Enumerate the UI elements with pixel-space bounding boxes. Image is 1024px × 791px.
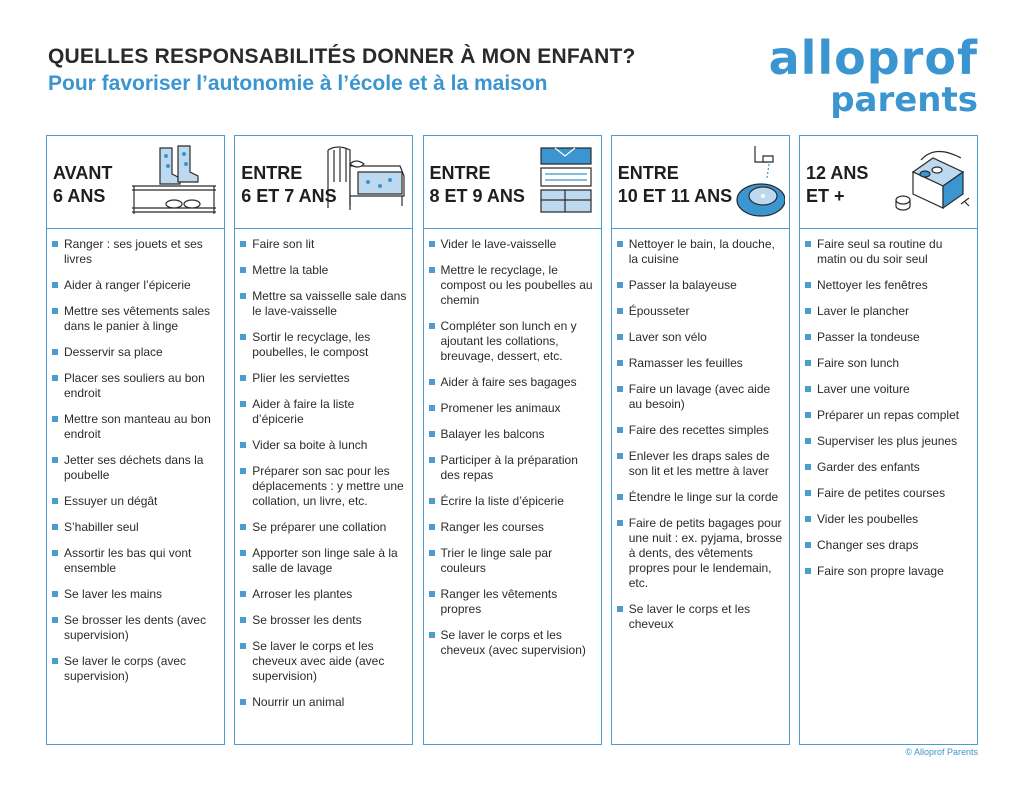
- list-item: Nettoyer le bain, la douche, la cuisine: [617, 237, 785, 267]
- copyright-notice: © Alloprof Parents: [905, 747, 978, 757]
- age-label: [618, 162, 789, 208]
- list-item: Promener les animaux: [429, 401, 597, 416]
- list-item: Se brosser les dents: [240, 613, 408, 628]
- header: [48, 44, 636, 98]
- list-item: Laver une voiture: [805, 382, 973, 397]
- age-column-6-7: [234, 135, 413, 745]
- list-item: Garder des enfants: [805, 460, 973, 475]
- list-item: Ranger les vêtements propres: [429, 587, 597, 617]
- list-item: Faire des recettes simples: [617, 423, 785, 438]
- list-item: Aider à faire ses bagages: [429, 375, 597, 390]
- task-list: [800, 229, 977, 579]
- list-item: Changer ses draps: [805, 538, 973, 553]
- list-item: Préparer son sac pour les déplacements : y mettre une collation, un livre, etc.: [240, 464, 408, 509]
- list-item: Mettre le recyclage, le compost ou les poubelles au chemin: [429, 263, 597, 308]
- column-header: [800, 136, 977, 229]
- age-column-before-6: [46, 135, 225, 745]
- list-item: Se laver les mains: [52, 587, 220, 602]
- page-subtitle: Pour favoriser l’autonomie à l’école et à la maison: [48, 72, 548, 95]
- list-item: Nettoyer les fenêtres: [805, 278, 973, 293]
- age-label-line2: ET +: [806, 186, 845, 206]
- list-item: Se laver le corps et les cheveux avec aide (avec supervision): [240, 639, 408, 684]
- list-item: Aider à ranger l’épicerie: [52, 278, 220, 293]
- task-list: [612, 229, 789, 632]
- list-item: Mettre la table: [240, 263, 408, 278]
- age-label: [53, 162, 224, 208]
- page-title: QUELLES RESPONSABILITÉS DONNER À MON ENFANT?: [48, 45, 636, 68]
- list-item: Mettre son manteau au bon endroit: [52, 412, 220, 442]
- age-label-line2: 6 ANS: [53, 186, 106, 206]
- list-item: Préparer un repas complet: [805, 408, 973, 423]
- task-list: [47, 229, 224, 684]
- list-item: Essuyer un dégât: [52, 494, 220, 509]
- list-item: Se brosser les dents (avec supervision): [52, 613, 220, 643]
- list-item: Placer ses souliers au bon endroit: [52, 371, 220, 401]
- list-item: Ranger : ses jouets et ses livres: [52, 237, 220, 267]
- list-item: Vider le lave-vaisselle: [429, 237, 597, 252]
- list-item: Nourrir un animal: [240, 695, 408, 710]
- alloprof-parents-logo: [768, 31, 978, 120]
- list-item: Se laver le corps et les cheveux: [617, 602, 785, 632]
- list-item: Ramasser les feuilles: [617, 356, 785, 371]
- list-item: Faire son propre lavage: [805, 564, 973, 579]
- list-item: Compléter son lunch en y ajoutant les collations, breuvage, dessert, etc.: [429, 319, 597, 364]
- logo-main-text: alloprof: [768, 31, 978, 85]
- age-label: [806, 162, 977, 208]
- column-header: [47, 136, 224, 229]
- list-item: Laver son vélo: [617, 330, 785, 345]
- list-item: Écrire la liste d’épicerie: [429, 494, 597, 509]
- task-list: [235, 229, 412, 710]
- list-item: Se laver le corps et les cheveux (avec supervision): [429, 628, 597, 658]
- list-item: Assortir les bas qui vont ensemble: [52, 546, 220, 576]
- age-column-12-plus: [799, 135, 978, 745]
- list-item: Vider sa boite à lunch: [240, 438, 408, 453]
- list-item: Faire son lunch: [805, 356, 973, 371]
- list-item: Superviser les plus jeunes: [805, 434, 973, 449]
- age-label-line2: 10 ET 11 ANS: [617, 186, 733, 206]
- list-item: Aider à faire la liste d’épicerie: [240, 397, 408, 427]
- list-item: Vider les poubelles: [805, 512, 973, 527]
- age-column-10-11: [611, 135, 790, 745]
- list-item: Apporter son linge sale à la salle de lavage: [240, 546, 408, 576]
- list-item: Faire son lit: [240, 237, 408, 252]
- age-label-line1: AVANT: [53, 163, 113, 183]
- list-item: Passer la tondeuse: [805, 330, 973, 345]
- list-item: Se laver le corps (avec supervision): [52, 654, 220, 684]
- column-header: [424, 136, 601, 229]
- list-item: Mettre ses vêtements sales dans le panier à linge: [52, 304, 220, 334]
- list-item: Étendre le linge sur la corde: [617, 490, 785, 505]
- list-item: Se préparer une collation: [240, 520, 408, 535]
- list-item: Épousseter: [617, 304, 785, 319]
- list-item: Arroser les plantes: [240, 587, 408, 602]
- list-item: Enlever les draps sales de son lit et les mettre à laver: [617, 449, 785, 479]
- age-label-line2: 6 ET 7 ANS: [241, 186, 337, 206]
- list-item: Desservir sa place: [52, 345, 220, 360]
- list-item: Participer à la préparation des repas: [429, 453, 597, 483]
- logo-sub-text: parents: [830, 80, 978, 120]
- list-item: Passer la balayeuse: [617, 278, 785, 293]
- age-columns: [46, 135, 978, 745]
- list-item: Laver le plancher: [805, 304, 973, 319]
- list-item: Faire un lavage (avec aide au besoin): [617, 382, 785, 412]
- list-item: Ranger les courses: [429, 520, 597, 535]
- age-label-line1: ENTRE: [429, 163, 491, 183]
- list-item: Plier les serviettes: [240, 371, 408, 386]
- list-item: Mettre sa vaisselle sale dans le lave-vaisselle: [240, 289, 408, 319]
- column-header: [235, 136, 412, 229]
- list-item: Sortir le recyclage, les poubelles, le compost: [240, 330, 408, 360]
- list-item: S’habiller seul: [52, 520, 220, 535]
- age-label: [430, 162, 601, 208]
- age-label: [241, 162, 412, 208]
- list-item: Faire de petits bagages pour une nuit : ex. pyjama, brosse à dents, des vêtements propres pour le lendemain, etc.: [617, 516, 785, 591]
- age-label-line1: 12 ANS: [806, 163, 869, 183]
- list-item: Balayer les balcons: [429, 427, 597, 442]
- column-header: [612, 136, 789, 229]
- age-label-line1: ENTRE: [241, 163, 303, 183]
- age-label-line2: 8 ET 9 ANS: [429, 186, 525, 206]
- list-item: Trier le linge sale par couleurs: [429, 546, 597, 576]
- task-list: [424, 229, 601, 658]
- age-column-8-9: [423, 135, 602, 745]
- list-item: Faire seul sa routine du matin ou du soir seul: [805, 237, 973, 267]
- age-label-line1: ENTRE: [617, 163, 679, 183]
- list-item: Jetter ses déchets dans la poubelle: [52, 453, 220, 483]
- list-item: Faire de petites courses: [805, 486, 973, 501]
